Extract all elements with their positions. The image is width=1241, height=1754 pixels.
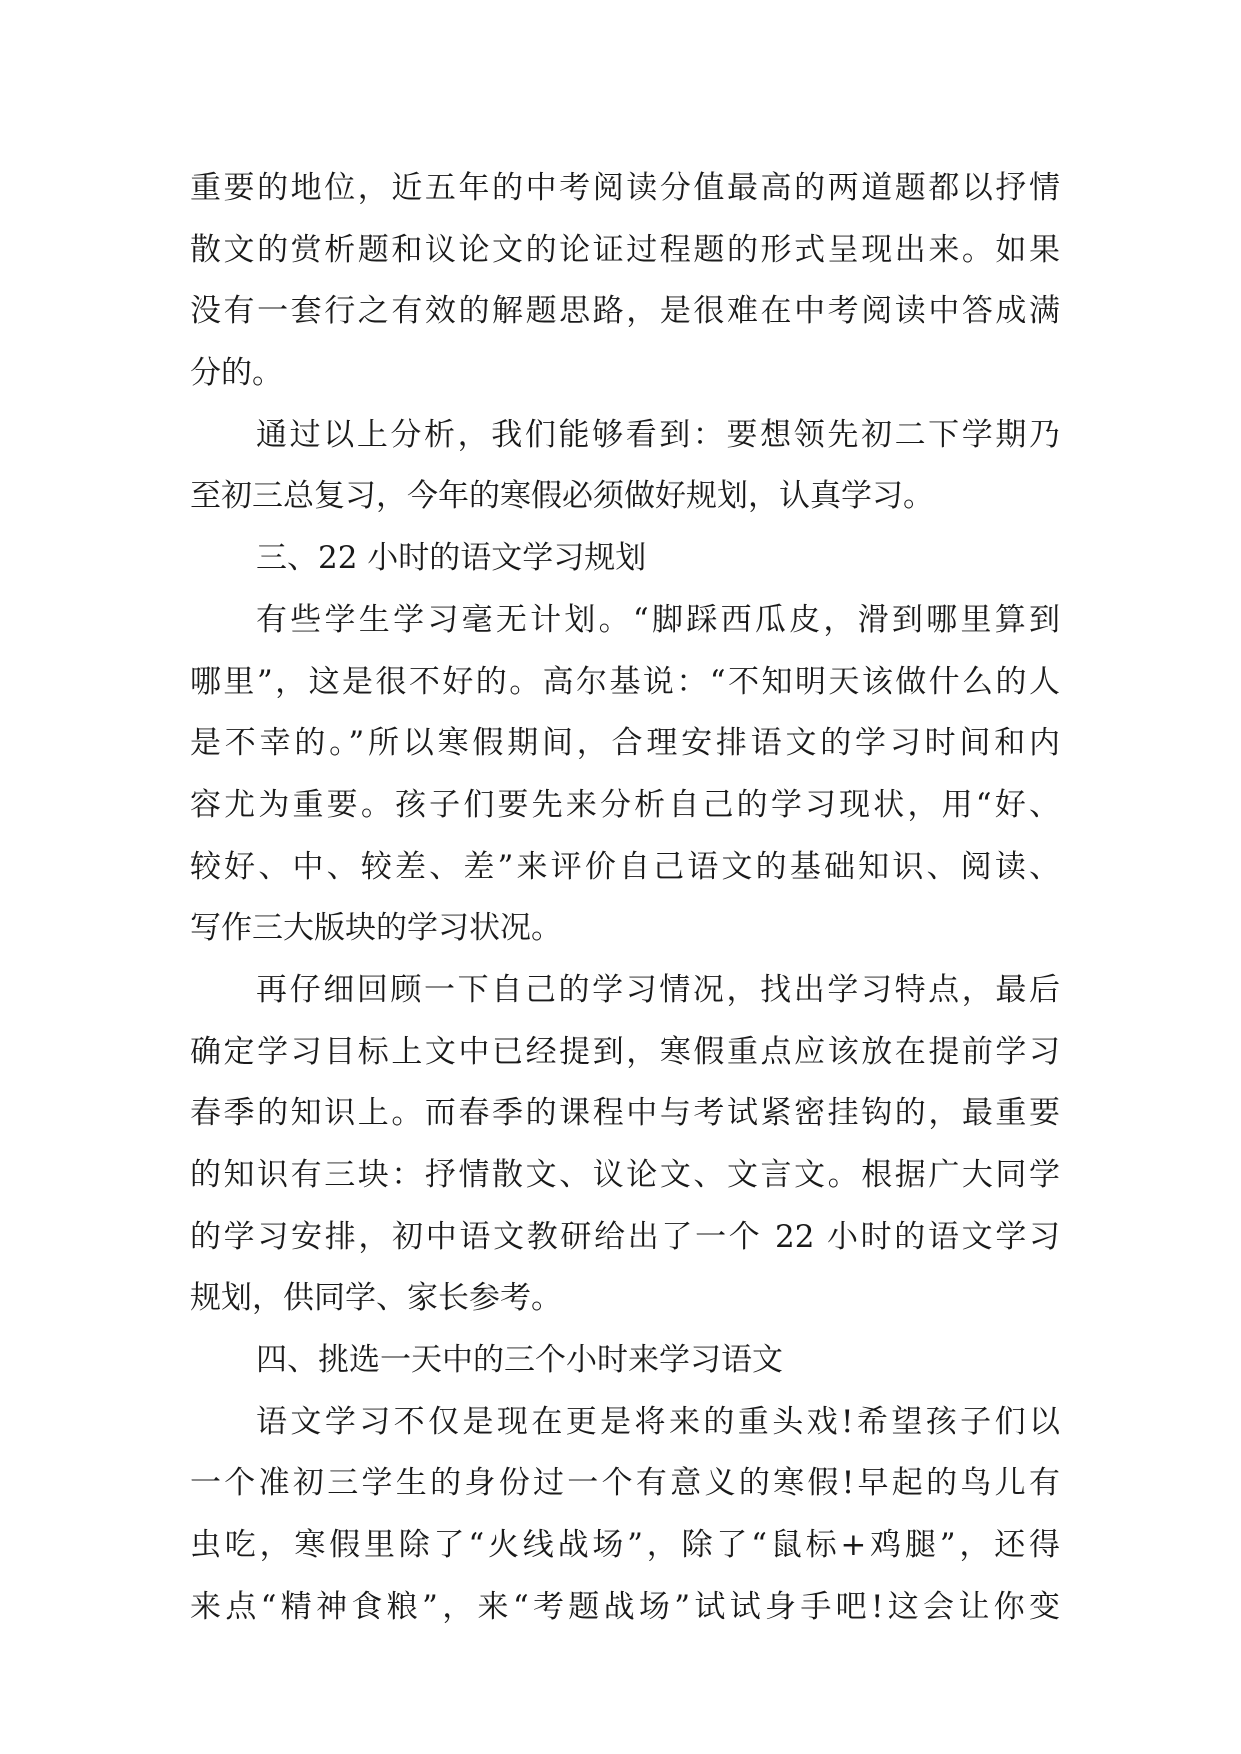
- text-line: 再仔细回顾一下自己的学习情况，找出学习特点，最后: [256, 971, 1060, 1008]
- text-line: 春季的知识上。而春季的课程中与考试紧密挂钩的，最重要: [190, 1095, 1060, 1132]
- section-heading: 四、挑选一天中的三个小时来学习语文: [256, 1342, 783, 1379]
- text-line: 确定学习目标上文中已经提到，寒假重点应该放在提前学习: [190, 1033, 1060, 1070]
- text-line: 来点“精神食粮”，来“考题战场”试试身手吧!这会让你变: [190, 1588, 1060, 1625]
- document-body: [190, 158, 1060, 1639]
- text-line: 一个准初三学生的身份过一个有意义的寒假!早起的鸟儿有: [190, 1465, 1060, 1502]
- text-line: 较好、中、较差、差”来评价自己语文的基础知识、阅读、: [190, 848, 1060, 885]
- text-line: 是不幸的。”所以寒假期间，合理安排语文的学习时间和内: [190, 725, 1060, 762]
- text-line: 语文学习不仅是现在更是将来的重头戏!希望孩子们以: [256, 1403, 1060, 1440]
- text-line: 的知识有三块：抒情散文、议论文、文言文。根据广大同学: [190, 1157, 1060, 1193]
- text-line: 通过以上分析，我们能够看到：要想领先初二下学期乃: [256, 416, 1060, 453]
- text-line: 哪里”，这是很不好的。高尔基说：“不知明天该做什么的人: [190, 663, 1060, 700]
- text-line: 有些学生学习毫无计划。“脚踩西瓜皮，滑到哪里算到: [256, 601, 1060, 638]
- text-line: 容尤为重要。孩子们要先来分析自己的学习现状，用“好、: [190, 786, 1060, 823]
- text-line: 分的。: [190, 355, 283, 392]
- text-line: 虫吃，寒假里除了“火线战场”，除了“鼠标+鸡腿”，还得: [190, 1527, 1060, 1564]
- section-heading: 三、22 小时的语文学习规划: [256, 540, 647, 577]
- text-line: 至初三总复习，今年的寒假必须做好规划，认真学习。: [190, 478, 934, 515]
- text-line: 没有一套行之有效的解题思路，是很难在中考阅读中答成满: [190, 293, 1060, 330]
- text-line: 规划，供同学、家长参考。: [190, 1280, 562, 1317]
- text-line: 写作三大版块的学习状况。: [190, 910, 562, 947]
- text-line: 的学习安排，初中语文教研给出了一个 22 小时的语文学习: [190, 1218, 1060, 1255]
- text-line: 重要的地位，近五年的中考阅读分值最高的两道题都以抒情: [190, 170, 1060, 206]
- text-line: 散文的赏析题和议论文的论证过程题的形式呈现出来。如果: [190, 231, 1060, 268]
